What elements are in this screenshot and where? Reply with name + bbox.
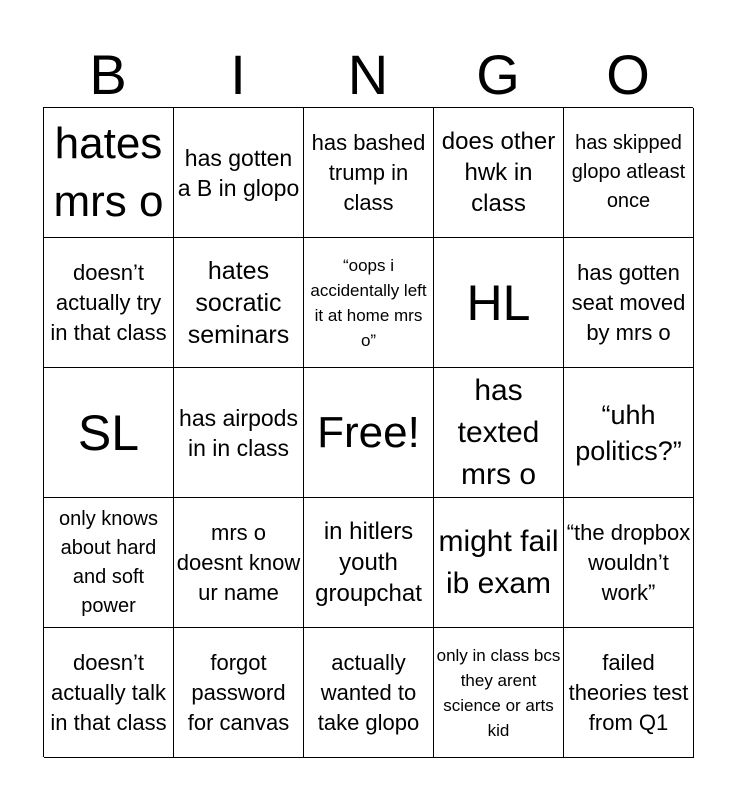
bingo-cell-text: has skipped glopo atleast once (571, 132, 686, 212)
bingo-cell-text: has airpods in in class (179, 404, 298, 461)
bingo-cell-text: hates socratic seminars (187, 256, 290, 349)
bingo-cell-text: has gotten a B in glopo (177, 144, 300, 201)
free-space-text: Free! (317, 407, 420, 457)
bingo-cell-text: “the dropbox wouldn’t work” (566, 519, 691, 605)
header-letter-i: I (230, 43, 246, 106)
bingo-cell-text: mrs o doesnt know ur name (176, 519, 301, 605)
bingo-cell-text: actually wanted to take glopo (317, 649, 420, 735)
bingo-cell-text: does other hwk in class (441, 128, 556, 217)
bingo-cell-r1-c2[interactable] (174, 108, 304, 238)
header-letter-n: N (347, 43, 389, 106)
bingo-cell-text: SL (77, 404, 140, 461)
bingo-cell-text: has texted mrs o (457, 373, 540, 491)
bingo-cell-r5-c5[interactable] (564, 628, 694, 758)
bingo-cell-text: doesn’t actually try in that class (50, 259, 167, 345)
bingo-cell-r5-c1[interactable] (44, 628, 174, 758)
bingo-cell-r5-c2[interactable] (174, 628, 304, 758)
bingo-cell-r3-c4[interactable] (434, 368, 564, 498)
header-letter-g: G (476, 43, 520, 106)
bingo-cell-r5-c3[interactable] (304, 628, 434, 758)
bingo-cell-text: has gotten seat moved by mrs o (571, 259, 686, 345)
bingo-header (43, 42, 693, 107)
bingo-cell-r2-c1[interactable] (44, 238, 174, 368)
bingo-cell-r1-c3[interactable] (304, 108, 434, 238)
bingo-cell-r5-c4[interactable] (434, 628, 564, 758)
bingo-cell-r2-c2[interactable] (174, 238, 304, 368)
free-space[interactable] (304, 368, 434, 498)
bingo-cell-r2-c3[interactable] (304, 238, 434, 368)
bingo-cell-text: only in class bcs they arent science or arts kid (436, 645, 561, 740)
bingo-cell-r2-c4[interactable] (434, 238, 564, 368)
bingo-cell-text: failed theories test from Q1 (568, 649, 689, 735)
bingo-cell-r3-c5[interactable] (564, 368, 694, 498)
bingo-cell-text: has bashed trump in class (311, 129, 426, 215)
bingo-cell-text: might fail ib exam (438, 524, 559, 600)
bingo-cell-r4-c1[interactable] (44, 498, 174, 628)
bingo-cell-r1-c4[interactable] (434, 108, 564, 238)
header-letter-o: O (606, 43, 650, 106)
bingo-cell-r4-c2[interactable] (174, 498, 304, 628)
bingo-cell-r3-c1[interactable] (44, 368, 174, 498)
bingo-cell-text: forgot password for canvas (187, 649, 290, 735)
header-letter-b: B (89, 43, 127, 106)
bingo-cell-r4-c3[interactable] (304, 498, 434, 628)
bingo-cell-r3-c2[interactable] (174, 368, 304, 498)
bingo-grid (43, 107, 693, 757)
bingo-cell-text: “oops i accidentally left it at home mrs o” (310, 255, 427, 350)
bingo-cell-text: doesn’t actually talk in that class (50, 649, 167, 735)
bingo-cell-text: in hitlers youth groupchat (315, 518, 422, 607)
bingo-cell-r2-c5[interactable] (564, 238, 694, 368)
bingo-cell-text: HL (466, 274, 531, 331)
bingo-cell-text: “uhh politics?” (575, 399, 682, 466)
bingo-cell-text: only knows about hard and soft power (59, 507, 158, 617)
bingo-cell-r1-c5[interactable] (564, 108, 694, 238)
bingo-cell-text: hates mrs o (53, 118, 164, 226)
bingo-cell-r1-c1[interactable] (44, 108, 174, 238)
bingo-cell-r4-c5[interactable] (564, 498, 694, 628)
bingo-cell-r4-c4[interactable] (434, 498, 564, 628)
